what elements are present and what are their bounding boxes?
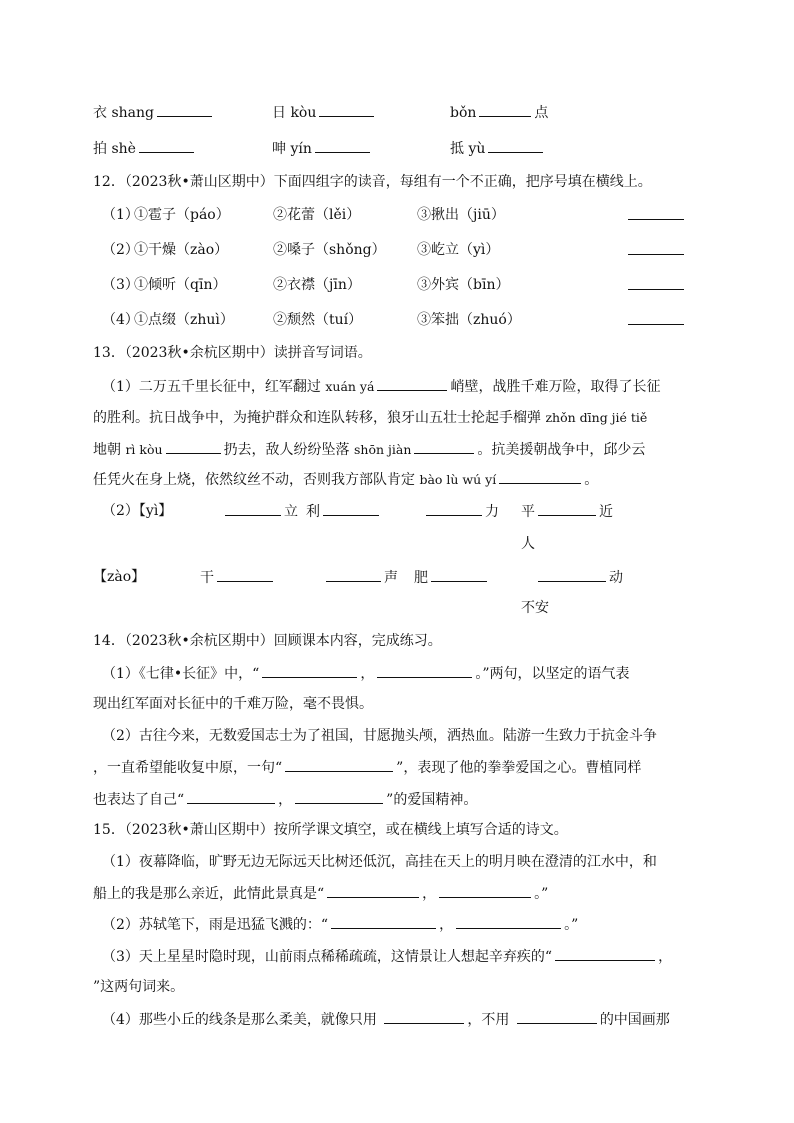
q12-option: ③外宾（bīn） bbox=[417, 277, 510, 293]
answer-blank[interactable] bbox=[517, 1009, 597, 1024]
answer-blank[interactable] bbox=[628, 205, 684, 220]
pinyin-item: 拍 shè bbox=[93, 138, 197, 159]
answer-blank[interactable] bbox=[538, 501, 596, 516]
pinyin-item: 衣 shang bbox=[93, 102, 215, 123]
q13-part2-label: （2）【yì】 bbox=[102, 503, 173, 519]
q15-text-line: （4）那些小丘的线条是那么柔美，就像只用 ，不用 的中国画那 bbox=[102, 1009, 670, 1030]
q14-text-line: ，一直希望能收复中原，一句“ ”，表现了他的拳拳爱国之心。曹植同样 bbox=[93, 757, 641, 778]
pinyin-item: 抵 yù bbox=[450, 138, 546, 159]
question-12-header: 12．（2023秋•萧山区期中）下面四组字的读音，每组有一个不正确，把序号填在横线上。 bbox=[93, 174, 652, 190]
pinyin-item: 呻 yín bbox=[272, 138, 373, 159]
question-13-header: 13．（2023秋•余杭区期中）读拼音写词语。 bbox=[93, 345, 372, 361]
answer-blank[interactable] bbox=[166, 439, 221, 454]
answer-blank[interactable] bbox=[327, 883, 419, 898]
answer-blank[interactable] bbox=[157, 102, 212, 117]
answer-blank[interactable] bbox=[225, 501, 281, 516]
answer-blank[interactable] bbox=[488, 138, 543, 153]
q12-row-label: （1） bbox=[102, 207, 139, 223]
q12-option: ③屹立（yì） bbox=[417, 242, 500, 258]
pinyin-item: 日 kòu bbox=[272, 102, 377, 123]
q12-option: ①倾听（qīn） bbox=[134, 277, 227, 293]
answer-blank[interactable] bbox=[295, 789, 383, 804]
pinyin-item: bǒn 点 bbox=[450, 102, 548, 123]
q13-text-line: 地朝 rì kòu 扔去，敌人纷纷坠落 shōn jiàn 。抗美援朝战争中，邱少云 bbox=[93, 439, 645, 460]
q12-option: ②衣襟（jīn） bbox=[273, 277, 361, 293]
answer-blank[interactable] bbox=[414, 439, 474, 454]
q13-char: 不安 bbox=[521, 600, 549, 616]
q15-text-line: 船上的我是那么亲近，此情此景真是“ ， 。” bbox=[93, 883, 548, 904]
q13-part2-label: 【zào】 bbox=[93, 569, 146, 585]
q12-option: ③揪出（jiū） bbox=[417, 207, 505, 223]
answer-blank[interactable] bbox=[331, 914, 436, 929]
q13-text-line: 任凭火在身上烧，依然纹丝不动，否则我方部队肯定 bào lù wú yí 。 bbox=[93, 469, 598, 490]
answer-blank[interactable] bbox=[628, 240, 684, 255]
q13-text-line: 的胜利。抗日战争中，为掩护群众和连队转移，狼牙山五壮士抡起手榴弹 zhǒn dīng jié tiě bbox=[93, 410, 648, 426]
answer-blank[interactable] bbox=[323, 501, 379, 516]
answer-blank[interactable] bbox=[285, 757, 393, 772]
answer-blank[interactable] bbox=[431, 567, 487, 582]
q15-text-line: （1）夜幕降临，旷野无边无际远天比树还低沉，高挂在天上的明月映在澄清的江水中，和 bbox=[102, 854, 657, 870]
answer-blank[interactable] bbox=[217, 567, 273, 582]
answer-blank[interactable] bbox=[628, 310, 684, 325]
question-15-header: 15．（2023秋•萧山区期中）按所学课文填空，或在横线上填写合适的诗文。 bbox=[93, 822, 568, 838]
answer-blank[interactable] bbox=[555, 946, 655, 961]
q12-row-label: （2） bbox=[102, 242, 139, 258]
answer-blank[interactable] bbox=[187, 789, 275, 804]
q15-text-line: ”这两句词来。 bbox=[93, 979, 185, 995]
q12-option: ①雹子（páo） bbox=[134, 207, 230, 223]
answer-blank[interactable] bbox=[426, 501, 482, 516]
q12-option: ③笨拙（zhuó） bbox=[417, 312, 521, 328]
answer-blank[interactable] bbox=[326, 567, 381, 582]
q12-option: ②嗓子（shǒng） bbox=[273, 242, 386, 258]
q12-row-label: （3） bbox=[102, 277, 139, 293]
answer-blank[interactable] bbox=[139, 138, 194, 153]
q14-text-line: 现出红军面对长征中的千难万险，毫不畏惧。 bbox=[93, 696, 373, 712]
q12-option: ②花蕾（lěi） bbox=[273, 207, 361, 223]
answer-blank[interactable] bbox=[479, 102, 531, 117]
q13-char: 人 bbox=[521, 536, 535, 552]
q15-text-line: （2）苏轼笔下，雨是迅猛飞溅的：“ ， 。” bbox=[102, 914, 578, 935]
question-14-header: 14．（2023秋•余杭区期中）回顾课本内容，完成练习。 bbox=[93, 633, 442, 649]
q12-option: ②颓然（tuí） bbox=[273, 312, 363, 328]
answer-blank[interactable] bbox=[456, 914, 561, 929]
answer-blank[interactable] bbox=[377, 376, 447, 391]
answer-blank[interactable] bbox=[439, 883, 531, 898]
answer-blank[interactable] bbox=[628, 275, 684, 290]
answer-blank[interactable] bbox=[377, 663, 472, 678]
q12-row-label: （4） bbox=[102, 312, 139, 328]
q15-text-line: （3）天上星星时隐时现，山前雨点稀稀疏疏，这情景让人想起辛弃疾的“ ， bbox=[102, 946, 672, 967]
q12-option: ①干燥（zào） bbox=[134, 242, 229, 258]
q14-text-line: 也表达了自己“ ， ”的爱国精神。 bbox=[93, 789, 477, 810]
q14-text-line: （2）古往今来，无数爱国志士为了祖国，甘愿抛头颅，洒热血。陆游一生致力于抗金斗争 bbox=[102, 728, 657, 744]
q12-option: ①点缀（zhuì） bbox=[134, 312, 234, 328]
q13-text-line: （1）二万五千里长征中，红军翻过 xuán yá 峭壁，战胜千难万险，取得了长征 bbox=[102, 376, 660, 397]
q14-text-line: （1）《七律•长征》中，“ ， 。”两句，以坚定的语气表 bbox=[102, 663, 630, 684]
worksheet-page: 衣 shang 日 kòu bǒn 点 拍 shè 呻 yín 抵 yù 12．（2023秋•萧山区期中）下面四组字的读音，每组有一个不正确，把序号填在横线上。 （1） ①雹子（páo） ②花蕾（lěi） ③揪出（jiū） （2） ①干燥（zào） ②嗓子（shǒng） ③屹立（yì） （3） ①倾听（qīn） ②衣襟（jīn） ③外宾（bīn） （4） ①点缀（zhuì） ②颓然（tuí） ③笨拙（zhuó） 13．（2023秋•余杭区期中）读拼音写词语。 （1）二万五千里长征中，红军翻过 xuán yá 峭壁，战胜千难万险，取得了长征 的胜利。抗日战争中，为掩护群众和连队转移，狼牙山五壮士抡起手榴弹 zhǒn dīng jié tiě 地朝 rì kòu 扔去，敌人纷纷坠落 shōn jiàn 。抗美援朝战争中，邱少云 任凭火在身上烧，依然纹丝不动，否则我方部队肯定 bào lù wú yí 。 （2）【yì】 立 利 力 平 近 人 【zào】 干 声 肥 动 不安 14．（2023秋•余杭区期中）回顾课本内容，完成练习。 （1）《七律•长征》中，“ ， 。”两句，以坚定的语气表 现出红军面对长征中的千难万险，毫不畏惧。 （2）古往今来，无数爱国志士为了祖国，甘愿抛头颅，洒热血。陆游一生致力于抗金斗争 ，一直希望能收复中原，一句“ ”，表现了他的拳拳爱国之心。曹植同样 也表达了自己“ ， ”的爱国精神。 15．（2023秋•萧山区期中）按所学课文填空，或在横线上填写合适的诗文。 （1）夜幕降临，旷野无边无际远天比树还低沉，高挂在天上的明月映在澄清的江水中，和 船上的我是那么亲近，此情此景真是“ ， 。” （2）苏轼笔下，雨是迅猛飞溅的：“ ， 。” （3）天上星星时隐时现，山前雨点稀稀疏疏，这情景让人想起辛弃疾的“ ， ”这两句词来。 （4）那些小丘的线条是那么柔美，就像只用 ，不用 的中国画那 bbox=[0, 0, 794, 1123]
answer-blank[interactable] bbox=[319, 102, 374, 117]
answer-blank[interactable] bbox=[262, 663, 357, 678]
answer-blank[interactable] bbox=[384, 1009, 464, 1024]
answer-blank[interactable] bbox=[538, 567, 606, 582]
answer-blank[interactable] bbox=[315, 138, 370, 153]
answer-blank[interactable] bbox=[499, 469, 581, 484]
